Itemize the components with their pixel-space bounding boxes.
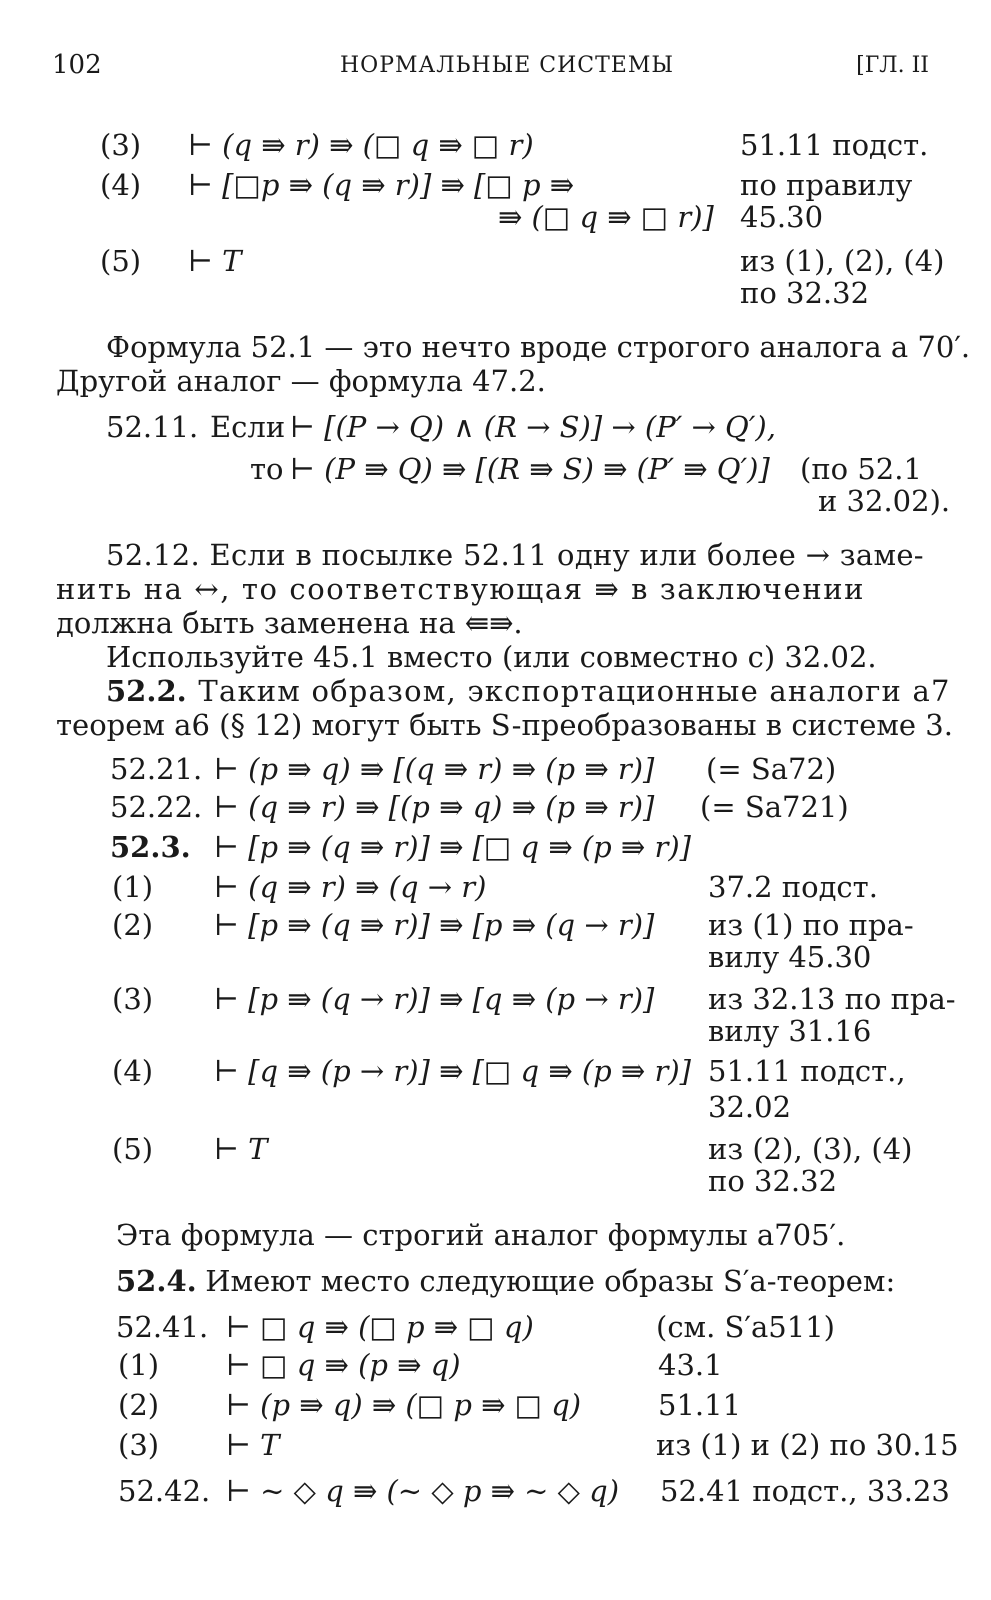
step-label: (3): [100, 128, 142, 162]
step-reference: из 32.13 по пра-: [708, 982, 956, 1016]
theorem-number: 52.22.: [110, 790, 203, 824]
step-formula: ⊢ [q ⇛ (p → r)] ⇛ [□ q ⇛ (p ⇛ r)]: [214, 1054, 691, 1088]
paragraph-line: должна быть заменена на ⇚⇛.: [56, 606, 523, 640]
conclusion-formula: ⊢ (P ⇛ Q) ⇛ [(R ⇛ S) ⇛ (P′ ⇛ Q′)]: [290, 452, 770, 486]
step-formula: ⊢ □ q ⇛ (p ⇛ q): [226, 1348, 461, 1382]
theorem-reference: (по 52.1: [800, 452, 922, 486]
step-reference-continuation: по 32.32: [740, 276, 870, 310]
paragraph-line: нить на ↔, то соответствующая ⇛ в заключении: [56, 572, 866, 606]
section-number: 52.4.: [116, 1264, 197, 1298]
step-label: (1): [112, 870, 154, 904]
step-reference-continuation: вилу 31.16: [708, 1014, 872, 1048]
step-formula: ⊢ T: [214, 1132, 268, 1166]
paragraph-line: Используйте 45.1 вместо (или совместно с) 32.02.: [106, 640, 877, 674]
step-reference: 37.2 подст.: [708, 870, 878, 904]
running-title: НОРМАЛЬНЫЕ СИСТЕМЫ: [340, 53, 675, 78]
step-label: (5): [100, 244, 142, 278]
theorem-number: 52.21.: [110, 752, 203, 786]
paragraph-line: Другой аналог — формула 47.2.: [56, 364, 546, 398]
then-word: то: [250, 452, 284, 486]
step-reference-continuation: вилу 45.30: [708, 940, 872, 974]
step-reference: 51.11 подст.: [740, 128, 929, 162]
paragraph-line: теорем a6 (§ 12) могут быть S-преобразованы в системе 3.: [56, 708, 953, 742]
theorem-formula: ⊢ ∼ ◇ q ⇛ (∼ ◇ p ⇛ ∼ ◇ q): [226, 1474, 620, 1508]
theorem-formula: ⊢ (p ⇛ q) ⇛ [(q ⇛ r) ⇛ (p ⇛ r)]: [214, 752, 655, 786]
step-reference: 51.11 подст.,: [708, 1054, 906, 1088]
if-word: Если: [210, 410, 286, 444]
step-formula-continuation: ⇛ (□ q ⇛ □ r)]: [498, 200, 714, 234]
theorem-number: 52.41.: [116, 1310, 209, 1344]
theorem-reference-continuation: и 32.02).: [818, 484, 951, 518]
paragraph-line: 52.12. Если в посылке 52.11 одну или более → заме-: [106, 538, 924, 572]
step-label: (2): [118, 1388, 160, 1422]
step-reference-continuation: по 32.32: [708, 1164, 838, 1198]
step-reference: из (1) по пра-: [708, 908, 914, 942]
step-reference-continuation: 45.30: [740, 200, 824, 234]
paragraph-line: Эта формула — строгий аналог формулы a705′.: [116, 1218, 846, 1252]
theorem-number: 52.11.: [106, 410, 199, 444]
step-label: (1): [118, 1348, 160, 1382]
step-reference: 51.11: [658, 1388, 742, 1422]
paragraph-line: Имеют место следующие образы S′a-теорем:: [196, 1264, 896, 1298]
step-reference: из (2), (3), (4): [708, 1132, 913, 1166]
step-formula: ⊢ (p ⇛ q) ⇛ (□ p ⇛ □ q): [226, 1388, 582, 1422]
step-formula: ⊢ (q ⇛ r) ⇛ (□ q ⇛ □ r): [188, 128, 534, 162]
step-label: (4): [112, 1054, 154, 1088]
step-formula: ⊢ T: [188, 244, 242, 278]
paragraph-line: Таким образом, экспортационные аналоги a7: [188, 674, 951, 708]
theorem-number: 52.3.: [110, 830, 191, 864]
step-reference: из (1) и (2) по 30.15: [656, 1428, 959, 1462]
premise-formula: ⊢ [(P → Q) ∧ (R → S)] → (P′ → Q′),: [290, 410, 776, 444]
theorem-reference: (= Sa721): [700, 790, 849, 824]
step-reference-continuation: 32.02: [708, 1090, 792, 1124]
step-label: (4): [100, 168, 142, 202]
step-formula: ⊢ (q ⇛ r) ⇛ (q → r): [214, 870, 487, 904]
theorem-formula: ⊢ □ q ⇛ (□ p ⇛ □ q): [226, 1310, 534, 1344]
step-label: (3): [118, 1428, 160, 1462]
section-number: 52.2.: [106, 674, 187, 708]
theorem-number: 52.42.: [118, 1474, 211, 1508]
step-formula: ⊢ [p ⇛ (q ⇛ r)] ⇛ [p ⇛ (q → r)]: [214, 908, 655, 942]
step-reference: 43.1: [658, 1348, 723, 1382]
theorem-reference: (см. S′a511): [656, 1310, 835, 1344]
theorem-formula: ⊢ (q ⇛ r) ⇛ [(p ⇛ q) ⇛ (p ⇛ r)]: [214, 790, 655, 824]
step-label: (3): [112, 982, 154, 1016]
theorem-reference: (= Sa72): [706, 752, 837, 786]
step-formula: ⊢ [p ⇛ (q → r)] ⇛ [q ⇛ (p → r)]: [214, 982, 655, 1016]
step-formula: ⊢ [□p ⇛ (q ⇛ r)] ⇛ [□ p ⇛: [188, 168, 575, 202]
page-header: [0, 50, 991, 90]
step-reference: по правилу: [740, 168, 913, 202]
step-label: (5): [112, 1132, 154, 1166]
step-reference: из (1), (2), (4): [740, 244, 945, 278]
theorem-reference: 52.41 подст., 33.23: [660, 1474, 950, 1508]
page-number: 102: [52, 50, 102, 80]
step-formula: ⊢ T: [226, 1428, 280, 1462]
theorem-formula: ⊢ [p ⇛ (q ⇛ r)] ⇛ [□ q ⇛ (p ⇛ r)]: [214, 830, 691, 864]
paragraph-line: Формула 52.1 — это нечто вроде строгого аналога a 70′.: [106, 330, 971, 364]
chapter-label: [ГЛ. II: [856, 53, 929, 78]
step-label: (2): [112, 908, 154, 942]
